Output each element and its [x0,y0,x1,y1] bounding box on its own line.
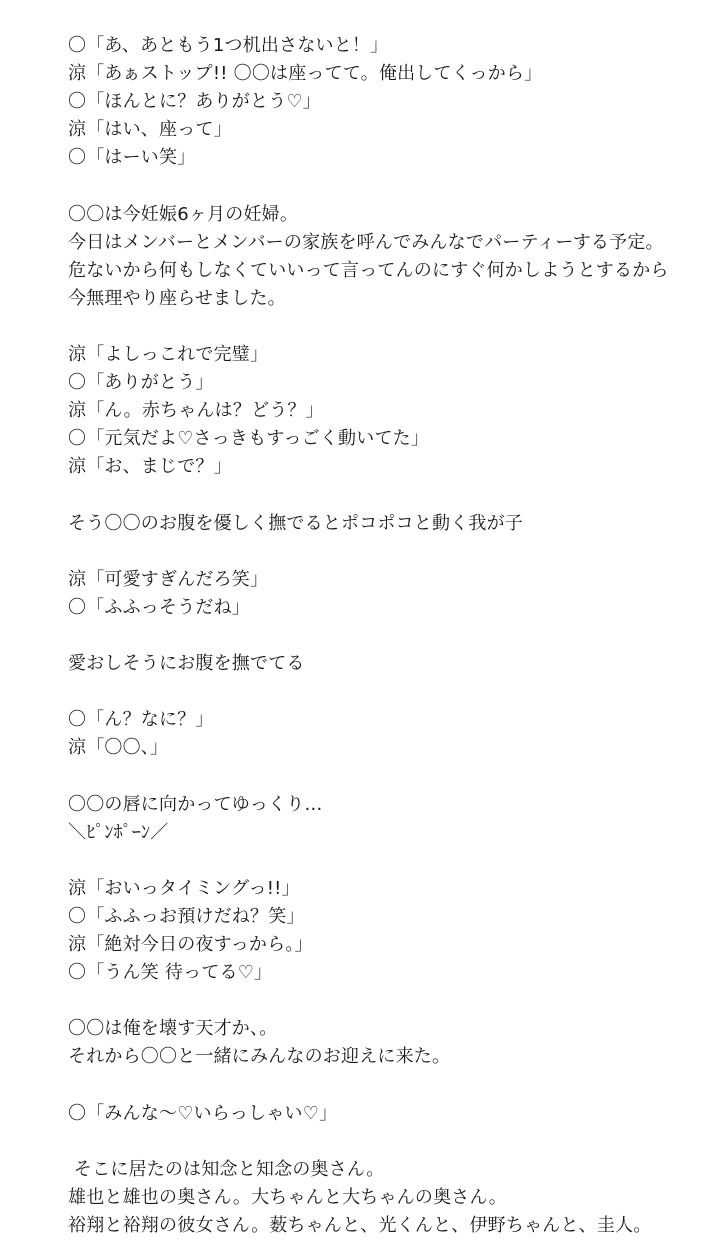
text-line: 涼「絶対今日の夜すっから。」 [68,934,313,955]
paragraph-gap [68,987,698,1015]
text-line: 〇「ふふっそうだね」 [68,596,250,618]
text-line: 〇「ほんとに？ありがとう♡」 [68,91,321,113]
paragraph-gap [68,762,698,790]
text-line: 涼「お、まじで？」 [68,456,232,478]
text-line: 〇「うん笑 待ってる♡」 [68,962,273,984]
text-line: それから〇〇と一緒にみんなのお迎えに来た。 [68,1046,451,1068]
paragraph-gap [68,622,698,650]
text-line: 〇「はーい笑」 [68,147,196,169]
text-line: 裕翔と裕翔の彼女さん。薮ちゃんと、光くんと、伊野ちゃんと、圭人。 [68,1214,652,1236]
text-line: 今無理やり座らせました。 [68,287,286,309]
text-line: 涼「可愛すぎんだろ笑」 [68,568,269,590]
text-line: 〇「ふふっお預けだね？笑」 [68,905,305,927]
paragraph-gap [68,678,698,706]
text-line: 涼「はい、座って」 [68,119,232,141]
text-line: ＼ﾋﾟﾝﾎﾟｰﾝ／ [68,821,169,843]
text-line: 雄也と雄也の奥さん。大ちゃんと大ちゃんの奥さん。 [68,1186,507,1208]
text-line: 涼「よしっこれで完璧」 [68,344,269,366]
paragraph-gap [68,172,698,200]
text-line: 〇「みんな〜♡いらっしゃい♡」 [68,1102,338,1124]
text-line: 〇〇の唇に向かってゆっくり… [68,793,323,815]
paragraph-gap [68,1071,698,1099]
text-line: 〇〇は俺を壊す天才か、。 [68,1018,278,1040]
paragraph-gap [68,847,698,875]
text-line: 〇「元気だよ♡さっきもすっごく動いてた」 [68,428,430,450]
paragraph-gap [68,538,698,566]
text-line: 〇「ありがとう」 [68,372,214,394]
text-line: 危ないから何もしなくていいって言ってんのにすぐ何かしようとするから [68,259,669,281]
text-line: そう〇〇のお腹を優しく撫でるとポコポコと動く我が子 [68,512,523,534]
text-line: 涼「〇〇、」 [68,737,169,759]
text-line: 涼「ん。赤ちゃんは？どう？」 [68,400,324,422]
text-line: 涼「あぁストップ!! 〇〇は座ってて。俺出してくっから」 [68,63,543,85]
story-text [68,32,698,1240]
text-line: 愛おしそうにお腹を撫でてる [68,653,305,675]
paragraph-gap [68,1128,698,1156]
text-line: 〇〇は今妊娠6ヶ月の妊婦。 [68,203,299,225]
text-line: 〇「あ、あともう1つ机出さないと！」 [68,35,389,56]
paragraph-gap [68,313,698,341]
text-line: 涼「おいっタイミングっ!!」 [68,877,300,899]
text-line: 今日はメンバーとメンバーの家族を呼んでみんなでパーティーする予定。 [68,231,664,253]
text-line: そこに居たのは知念と知念の奥さん。 [68,1158,385,1180]
text-line: 〇「ん？なに？」 [68,709,214,731]
paragraph-gap [68,482,698,510]
